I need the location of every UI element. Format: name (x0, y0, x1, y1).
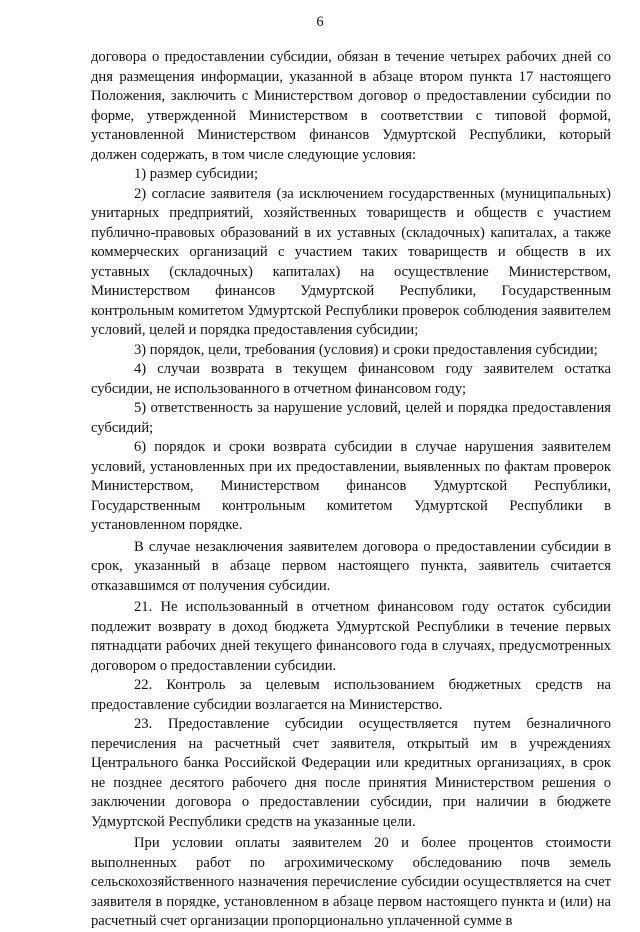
clause-21: 21. Не использованный в отчетном финансовом году остаток субсидии подлежит возврату в доход бюджета Удмуртской Республики в течение первых пятнадцати рабочих дней текущего финансового года в случаях, предусмотренных договором о предоставлении субсидии. (91, 599, 611, 674)
clause-23: 23. Предоставление субсидии осуществляется путем безналичного перечисления на расчетный счет заявителя, открытый им в учреждениях Центрального банка Российской Федерации или кредитных организациях, в срок не позднее десятого рабочего дня после принятия Министерством решения о заключении договора о предоставлении субсидии, при наличии в бюджете Удмуртской Республики средств на указанные цели. (91, 716, 611, 830)
list-item-6: 6) порядок и сроки возврата субсидии в случае нарушения заявителем условий, установленных при их предоставлении, выявленных по фактам проверок Министерством, Министерством финансов Удмуртской Республики, Государственным контрольным комитетом Удмуртской Республики в установленном порядке. (91, 439, 611, 533)
list-item-4: 4) случаи возврата в текущем финансовом году заявителем остатка субсидии, не использованного в отчетном финансовом году; (91, 361, 611, 397)
list-item-3: 3) порядок, цели, требования (условия) и сроки предоставления субсидии; (134, 341, 598, 358)
document-body (91, 48, 611, 932)
paragraph-non-conclusion: В случае незаключения заявителем договора о предоставлении субсидии в срок, указанный в абзаце первом настоящего пункта, заявитель считается отказавшимся от получения субсидии. (91, 538, 611, 594)
list-item-1: 1) размер субсидии; (134, 166, 258, 182)
paragraph-contract-obligation: договора о предоставлении субсидии, обязан в течение четырех рабочих дней со дня размещения информации, указанной в абзаце втором пункта 17 настоящего Положения, заключить с Министерством договор о предоставлении субсидии по форме, утвержденной Министерством в соответствии с типовой формой, установленной Министерством финансов Удмуртской Республики, который должен содержать, в том числе следующие условия: (91, 49, 611, 163)
clause-22: 22. Контроль за целевым использованием бюджетных средств на предоставление субсидии возлагается на Министерство. (91, 677, 611, 713)
paragraph-payment-condition: При условии оплаты заявителем 20 и более процентов стоимости выполненных работ по агрохимическому обследованию почв земель сельскохозяйственного назначения перечисление субсидии осуществляется на счет заявителя в порядке, установленном в абзаце первом настоящего пункта и (или) на расчетный счет организации пропорционально уплаченной сумме в (91, 835, 611, 929)
list-item-2: 2) согласие заявителя (за исключением государственных (муниципальных) унитарных предприятий, хозяйственных товариществ и обществ с участием публично-правовых образований в их уставных (складочных) капиталах, а также коммерческих организаций с участием таких товариществ и обществ в их уставных (складочных) капиталах) на осуществление Министерством, Министерством финансов Удмуртской Республики, Государственным контрольным комитетом Удмуртской Республики проверок соблюдения заявителем условий, целей и порядка предоставления субсидии; (91, 185, 611, 338)
page-number: 6 (316, 14, 324, 30)
list-item-5: 5) ответственность за нарушение условий, целей и порядка предоставления субсидий; (91, 400, 611, 436)
